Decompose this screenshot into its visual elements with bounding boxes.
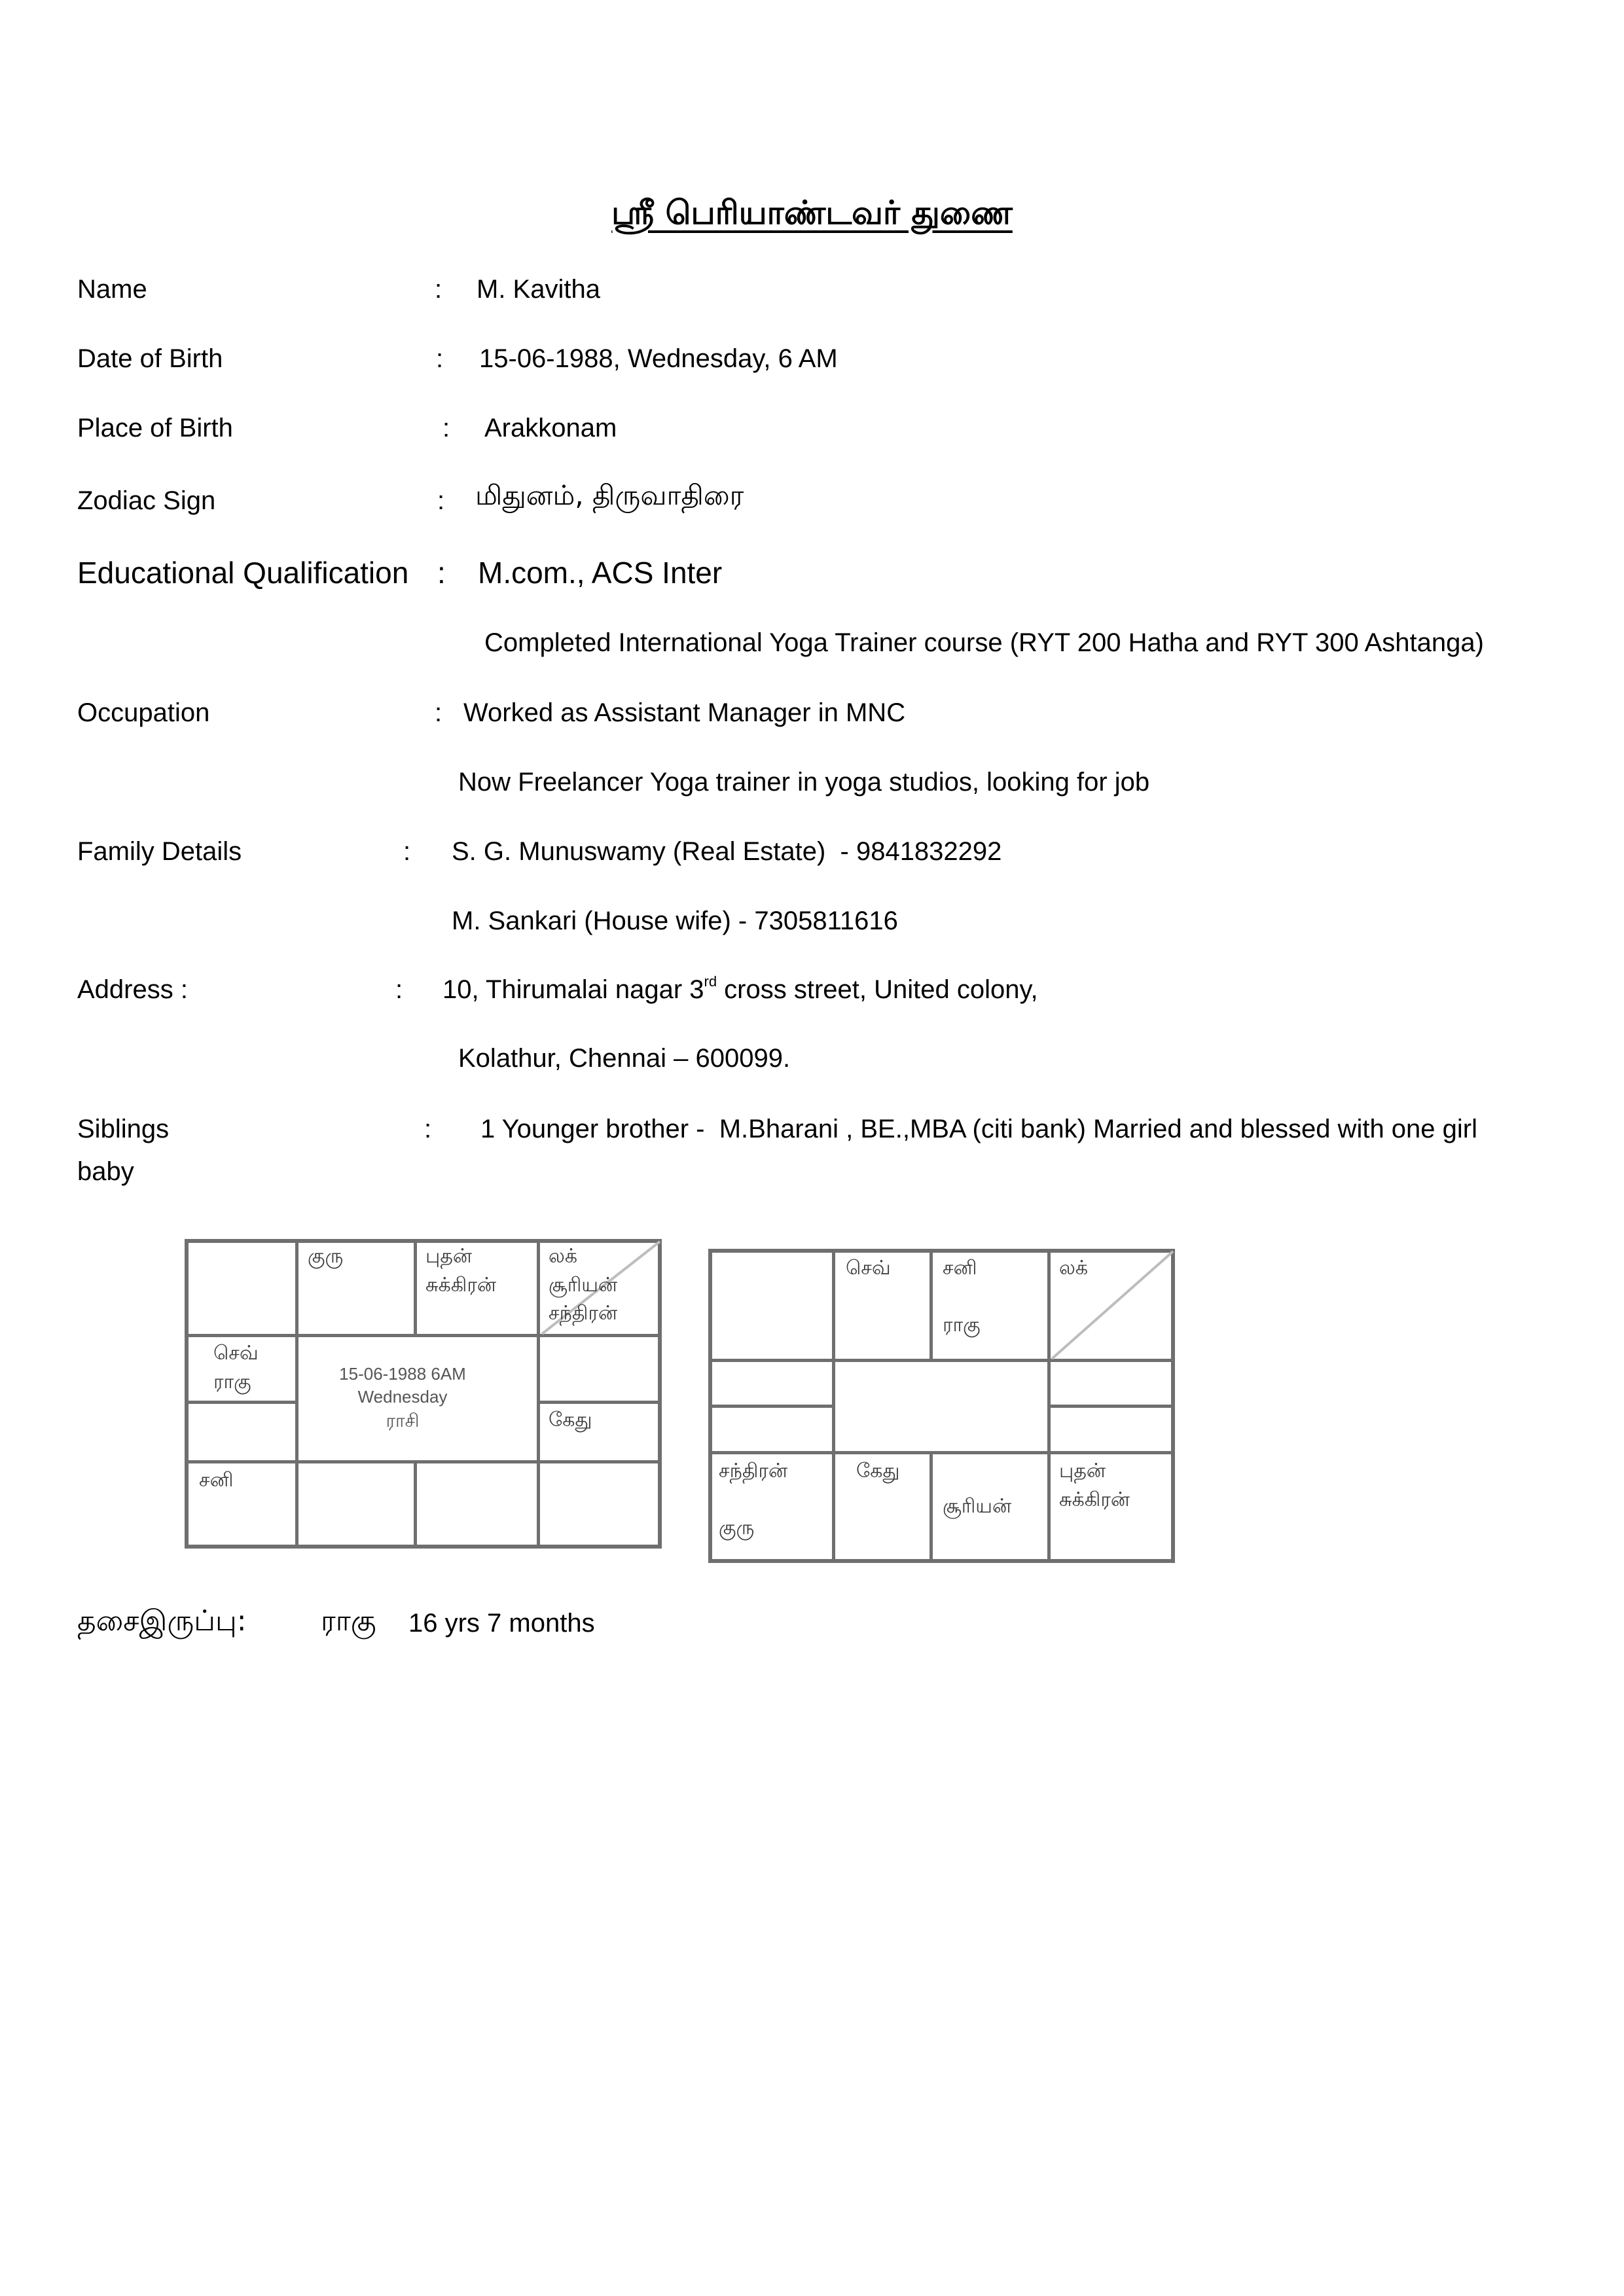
chart-line bbox=[708, 1451, 1175, 1454]
field-label: Date of Birth bbox=[77, 344, 223, 373]
chart-line bbox=[185, 1460, 662, 1463]
house-text: லக் bbox=[1059, 1257, 1089, 1280]
house-text: சனி ராகு bbox=[943, 1257, 981, 1336]
field-value: M. Kavitha bbox=[477, 275, 600, 304]
house-text: சூரியன் bbox=[943, 1494, 1012, 1518]
dasa-label: தசைஇருப்பு: bbox=[77, 1604, 247, 1638]
house-text: லக் சூரியன் சந்திரன் bbox=[549, 1245, 618, 1325]
page-title-text: ஸ்ரீ பெரியாண்டவர் துணை bbox=[611, 194, 1013, 232]
chart-line bbox=[185, 1401, 297, 1404]
house-text: செவ் ராகு bbox=[213, 1342, 259, 1393]
field-value-continued: M. Sankari (House wife) - 7305811616 bbox=[452, 906, 898, 935]
center-day: Wednesday bbox=[357, 1387, 448, 1407]
field-separator: : bbox=[437, 556, 446, 590]
chart-line bbox=[537, 1401, 662, 1404]
address-line-part: cross street, United colony, bbox=[717, 975, 1038, 1004]
address-line-part: 10, Thirumalai nagar 3 bbox=[442, 975, 704, 1004]
house-text: குரு bbox=[308, 1245, 344, 1268]
chart-line bbox=[414, 1239, 417, 1336]
chart-line bbox=[1047, 1405, 1175, 1408]
field-separator: : bbox=[435, 698, 442, 727]
field-value-continued: Kolathur, Chennai – 600099. bbox=[458, 1044, 791, 1073]
field-separator: : bbox=[395, 975, 403, 1004]
field-label: Place of Birth bbox=[77, 414, 233, 442]
chart-center bbox=[835, 1362, 1047, 1451]
field-separator: : bbox=[403, 837, 411, 866]
house-text: புதன் சுக்கிரன் bbox=[425, 1245, 496, 1297]
dasa-duration: 16 yrs 7 months bbox=[408, 1609, 595, 1638]
field-label: Educational Qualification bbox=[77, 556, 409, 590]
field-separator: : bbox=[442, 414, 450, 442]
field-value: 1 Younger brother - M.Bharani , BE.,MBA (citi bank) Married and blessed with one girl bbox=[480, 1115, 1477, 1143]
chart-line bbox=[708, 1405, 834, 1408]
field-value: S. G. Munuswamy (Real Estate) - 9841832292 bbox=[452, 837, 1002, 866]
field-value bbox=[442, 973, 1038, 1004]
field-value-continued: Completed International Yoga Trainer course (RYT 200 Hatha and RYT 300 Ashtanga) bbox=[484, 628, 1484, 657]
field-label: Family Details bbox=[77, 837, 242, 866]
field-value: மிதுனம், திருவாதிரை bbox=[475, 479, 744, 511]
field-label: Name bbox=[77, 275, 147, 304]
field-separator: : bbox=[436, 344, 444, 373]
chart-line bbox=[929, 1249, 933, 1361]
field-value: M.com., ACS Inter bbox=[478, 556, 723, 590]
ordinal-suffix: rd bbox=[704, 973, 717, 990]
chart-line bbox=[929, 1451, 933, 1563]
field-separator: : bbox=[437, 486, 445, 515]
dasa-planet: ராகு bbox=[321, 1604, 376, 1638]
center-label: ராசி bbox=[386, 1410, 420, 1432]
page-title bbox=[0, 194, 1624, 232]
house-text: சனி bbox=[199, 1469, 234, 1492]
house-text: செவ் bbox=[846, 1257, 891, 1280]
chart-center-text bbox=[321, 1363, 484, 1433]
field-label: Siblings bbox=[77, 1115, 170, 1143]
field-value: 15-06-1988, Wednesday, 6 AM bbox=[479, 344, 838, 373]
field-value-continued: Now Freelancer Yoga trainer in yoga studios, looking for job bbox=[458, 768, 1150, 797]
house-text: புதன் சுக்கிரன் bbox=[1059, 1460, 1130, 1511]
field-label: Address : bbox=[77, 975, 188, 1004]
field-value: Worked as Assistant Manager in MNC bbox=[463, 698, 906, 727]
field-separator: : bbox=[435, 275, 442, 304]
field-label: Occupation bbox=[77, 698, 210, 727]
field-value-continued: baby bbox=[77, 1157, 134, 1186]
field-label: Zodiac Sign bbox=[77, 486, 216, 515]
house-text: கேது bbox=[856, 1460, 900, 1482]
field-value: Arakkonam bbox=[484, 414, 617, 442]
house-text: கேது bbox=[549, 1408, 592, 1431]
field-separator: : bbox=[424, 1115, 432, 1143]
house-text: சந்திரன் குரு bbox=[719, 1460, 788, 1539]
chart-line bbox=[414, 1460, 417, 1549]
center-date: 15-06-1988 6AM bbox=[339, 1364, 466, 1384]
